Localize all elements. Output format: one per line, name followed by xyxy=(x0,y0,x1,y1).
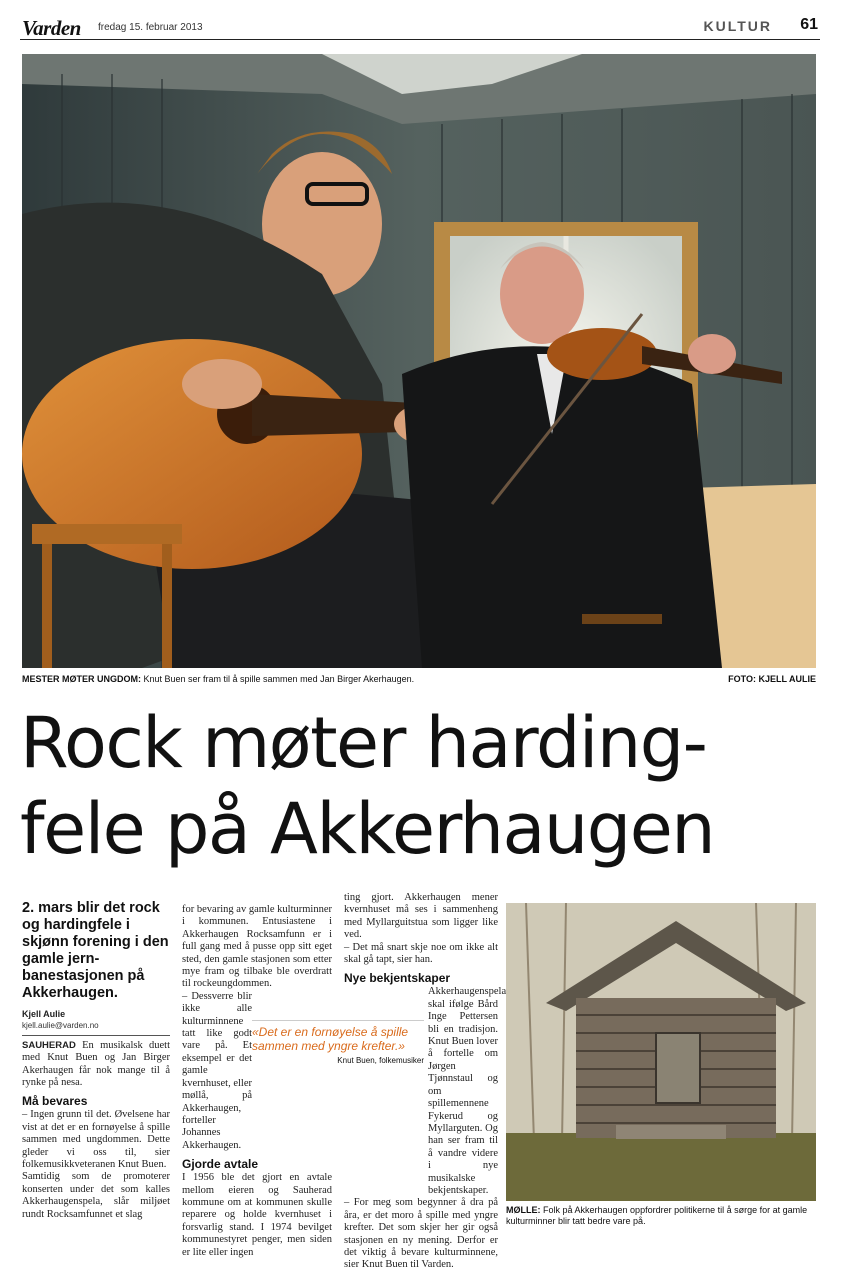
headline-line-1: Rock møter harding- xyxy=(20,702,707,784)
mill-photo xyxy=(506,903,816,1201)
caption-lead: MESTER MØTER UNGDOM: xyxy=(22,674,141,684)
paragraph: – For meg som begynner å dra på åra, er det moro å spille med yngre krefter. Det som skjer her gir også stasjonen en ny mening. Derfor er det viktig å bevare kulturminnene, sier Knut Buen til Varden. xyxy=(344,1197,498,1271)
paragraph: – Det må snart skje noe om ikke alt skal gå tapt, sier han. xyxy=(344,941,498,966)
headline-line-2: fele på Akkerhaugen xyxy=(20,788,715,870)
pull-quote xyxy=(252,1020,424,1065)
paragraph: Samtidig som de promoterer konserten under det som kalles Akkerhaugenspela, slår miljøet rundt Rocksamfunnet et slag xyxy=(22,1171,170,1220)
byline-email: kjell.aulie@varden.no xyxy=(22,1020,170,1035)
byline: Kjell Aulie xyxy=(22,1009,66,1019)
article-ingress: 2. mars blir det rock og hardingfele i skjønn forening i den gamle jern-banestasjonen på Akkerhaugen. xyxy=(22,900,169,1001)
paragraph: for bevaring av gamle kulturminner i kommunen. Entusiastene i Akkerhaugen Rocksamfunn er i full gang med å pusse opp sitt eget sted, den gamle stasjonen som etter mye fram og tilbake ble overdratt til rockeungdommen. xyxy=(182,904,332,990)
paragraph: I 1956 ble det gjort en avtale mellom eieren og Sauherad kommune om at kommunen skulle reparere og holde kvernhuset i forsvarlig stand. I 1974 bevilget kommunestyret penger, men siden er lite eller ingen xyxy=(182,1172,332,1258)
paragraph: ting gjort. Akkerhaugen mener kvernhuset må ses i sammenheng med Myllarguitstua som ligger like ved. xyxy=(344,892,498,941)
subheading: Gjorde avtale xyxy=(182,1157,259,1172)
paragraph: SAUHERAD En musikalsk duett med Knut Buen og Jan Birger Akerhaugen får nok mange til å rynke på nesa. xyxy=(22,1039,170,1089)
subheading: Må bevares xyxy=(22,1094,88,1109)
main-photo xyxy=(22,54,816,668)
page-number: 61 xyxy=(800,16,818,33)
section-label: KULTUR xyxy=(703,18,772,34)
caption-text: Knut Buen ser fram til å spille sammen med Jan Birger Akerhaugen. xyxy=(141,674,415,684)
subheading: Nye bekjentskaper xyxy=(344,971,451,986)
caption-lead: MØLLE: xyxy=(506,1205,541,1215)
issue-date: fredag 15. februar 2013 xyxy=(98,22,203,33)
article-headline xyxy=(20,700,820,872)
masthead-logo: Varden xyxy=(22,16,81,40)
page-header xyxy=(20,14,820,40)
paragraph: Akkerhaugenspela skal ifølge Bård Inge Pettersen bli en tradisjon. Knut Buen lover å fortelle om Jørgen Tjønnstaul og om spillemennene Fykerud og Myllarguten. Og han ser fram til å vandre videre i nye musikalske bekjentskaper. xyxy=(428,986,507,1196)
pull-quote-source: Knut Buen, folkemusiker xyxy=(337,1056,424,1065)
paragraph: – Ingen grunn til det. Øvelsene har vist at det er en fornøyelse å spille sammen med ungdommen. Dette gleder vi oss til, sier folkemusikkveteranen Knut Buen. xyxy=(22,1109,170,1171)
dateline-place: SAUHERAD xyxy=(22,1039,76,1051)
main-photo-caption xyxy=(22,674,816,684)
mill-photo-caption xyxy=(506,1205,816,1227)
caption-text: Folk på Akkerhaugen oppfordrer politikerne til å sørge for at gamle kulturminner blir tatt bedre vare på. xyxy=(506,1205,808,1226)
paragraph: – Dessverre blir ikke alle kulturminnene tatt like godt vare på. Et eksempel er det gamle kvernhuset, eller møllå, på Akkerhaugen, forteller Johannes Akkerhaugen. xyxy=(182,990,252,1151)
article-column-3 xyxy=(344,892,507,1272)
pull-quote-text: «Det er en fornøyelse å spille sammen med yngre krefter.» xyxy=(252,1025,409,1053)
article-column-2 xyxy=(182,904,332,1259)
article-column-1 xyxy=(22,900,170,1221)
photo-credit: FOTO: KJELL AULIE xyxy=(728,674,816,684)
